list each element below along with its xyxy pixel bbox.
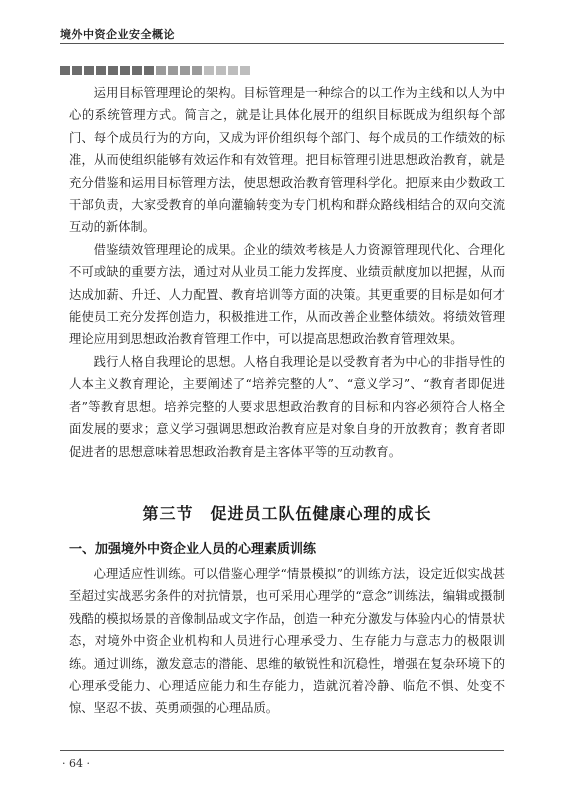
subsection-title: 一、加强境外中资企业人员的心理素质训练 <box>69 541 317 557</box>
body-paragraph: 运用目标管理理论的架构。目标管理是一种综合的以工作为主线和以人为中心的系统管理方式。简言之，就是让具体化展开的组织目标既成为组织每个部门、每个成员行为的方向，又成为评价组织每个部门、每个成员的工作绩效的标准，从而使组织能够有效运作和有效管理。把目标管理引进思想政治教育，就是充分借鉴和运用目标管理方法，使思想政治教育管理科学化。把原来由少数政工干部负责，大家受教育的单向灌输转变为专门机构和群众路线相结合的双向交流互动的新体制。 <box>69 86 505 235</box>
running-header: 境外中资企业安全概论 <box>60 28 175 41</box>
body-paragraph: 借鉴绩效管理理论的成果。企业的绩效考核是人力资源管理现代化、合理化不可或缺的重要方法，通过对从业员工能力发挥度、业绩贡献度加以把握，从而达成加薪、升迁、人力配置、教育培训等方面的决策。其更重要的目标是如何才能使员工充分发挥创造力，积极推进工作，从而改善企业整体绩效。将绩效管理理论应用到思想政治教育管理工作中，可以提高思想政治教育管理效果。 <box>69 242 505 347</box>
section-title: 第三节 促进员工队伍健康心理的成长 <box>142 503 432 523</box>
body-paragraph: 践行人格自我理论的思想。人格自我理论是以受教育者为中心的非指导性的人本主义教育理论，主要阐述了“培养完整的人”、“意义学习”、“教育者即促进者”等教育思想。培养完整的人要求思想政治教育的目标和内容必须符合人格全面发展的要求；意义学习强调思想政治教育应是对象自身的开放教育；教育者即促进者的思想意味着思想政治教育是主客体平等的互动教育。 <box>69 354 505 459</box>
decorative-square-bar <box>60 66 250 75</box>
header-rule <box>60 43 504 44</box>
page-number: · 64 · <box>62 757 90 770</box>
footer-rule <box>60 750 504 751</box>
page-body <box>69 82 505 720</box>
body-paragraph: 心理适应性训练。可以借鉴心理学“情景模拟”的训练方法，设定近似实战甚至超过实战恶劣条件的对抗情景，也可采用心理学的“意念”训练法，编辑或摄制残酷的模拟场景的音像制品或文字作品，创造一种充分激发与体验内心的情景状态，对境外中资企业机构和人员进行心理承受力、生存能力与意志力的极限训练。通过训练，激发意志的潜能、思维的敏锐性和沉稳性，增强在复杂环境下的心理承受能力、心理适应能力和生存能力，造就沉着冷静、临危不惧、处变不惊、坚忍不拔、英勇顽强的心理品质。 <box>69 566 505 716</box>
